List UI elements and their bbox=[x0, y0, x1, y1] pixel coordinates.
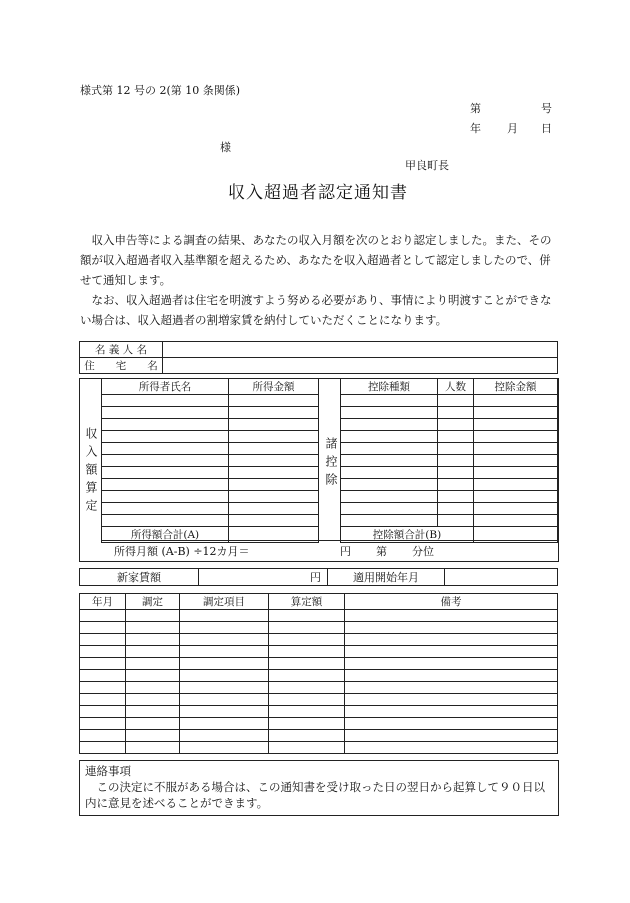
deduction-row bbox=[341, 395, 558, 407]
start-date-label: 適用開始年月 bbox=[328, 569, 445, 586]
deduction-row bbox=[341, 467, 558, 479]
date-year: 年 bbox=[470, 122, 481, 135]
income-row bbox=[102, 407, 319, 419]
new-rent-yen: 円 bbox=[310, 571, 321, 584]
deduction-row bbox=[341, 407, 558, 419]
history-row bbox=[80, 742, 558, 754]
history-row bbox=[80, 682, 558, 694]
history-row bbox=[80, 634, 558, 646]
income-row bbox=[102, 479, 319, 491]
page-title: 収入超過者認定通知書 bbox=[228, 183, 408, 203]
income-row bbox=[102, 455, 319, 467]
start-date-value bbox=[445, 569, 558, 586]
notes-text: この決定に不服がある場合は、この通知書を受け取った日の翌日から起算して９０日以内に意見を述べることができます。 bbox=[85, 780, 545, 810]
date-day: 日 bbox=[541, 122, 552, 135]
date-month: 月 bbox=[507, 122, 518, 135]
income-grid bbox=[101, 378, 319, 543]
history-row bbox=[80, 706, 558, 718]
history-row bbox=[80, 718, 558, 730]
body-text bbox=[80, 230, 558, 330]
deduction-row bbox=[341, 443, 558, 455]
income-rank-suffix: 分位 bbox=[412, 545, 434, 558]
history-table bbox=[79, 593, 558, 754]
income-row bbox=[102, 395, 319, 407]
deduction-amount-header: 控除金額 bbox=[474, 379, 558, 395]
deduction-row bbox=[341, 479, 558, 491]
history-row bbox=[80, 670, 558, 682]
deduction-side-label: 諸控除 bbox=[324, 437, 338, 491]
persons-header: 人数 bbox=[438, 379, 474, 395]
holder-name-value bbox=[163, 342, 558, 358]
deduction-row bbox=[341, 455, 558, 467]
income-total-label: 所得額合計(A) bbox=[102, 527, 229, 543]
deduction-row bbox=[341, 491, 558, 503]
income-row bbox=[102, 503, 319, 515]
history-row bbox=[80, 622, 558, 634]
income-amount-header: 所得金額 bbox=[229, 379, 319, 395]
deduction-grid bbox=[340, 378, 558, 543]
earner-name-header: 所得者氏名 bbox=[102, 379, 229, 395]
col-year-month: 年月 bbox=[80, 594, 126, 610]
col-assessment: 調定 bbox=[126, 594, 180, 610]
income-calc-side-label: 収入額算定 bbox=[84, 427, 98, 517]
new-rent-label: 新家賃額 bbox=[80, 569, 199, 586]
issuer: 甲良町長 bbox=[405, 159, 449, 172]
rent-table bbox=[79, 568, 558, 586]
new-rent-value bbox=[199, 569, 328, 586]
history-row bbox=[80, 694, 558, 706]
col-assessment-item: 調定項目 bbox=[180, 594, 269, 610]
income-row bbox=[102, 443, 319, 455]
deduction-row bbox=[341, 431, 558, 443]
col-calculated-amount: 算定額 bbox=[269, 594, 345, 610]
history-row bbox=[80, 730, 558, 742]
house-name-label: 住 宅 名 bbox=[80, 358, 163, 374]
deduction-row bbox=[341, 515, 558, 527]
deduction-row bbox=[341, 419, 558, 431]
income-row bbox=[102, 467, 319, 479]
history-row bbox=[80, 646, 558, 658]
form-number: 様式第 12 号の 2(第 10 条関係) bbox=[80, 84, 241, 97]
deduction-total-label: 控除額合計(B) bbox=[341, 527, 474, 543]
body-paragraph-2: なお、収入超過者は住宅を明渡すよう努める必要があり、事情により明渡すことができない場合は、収入超過者の割増家賃を納付していただくことになります。 bbox=[80, 293, 552, 327]
income-rank-prefix: 第 bbox=[376, 545, 387, 558]
income-row bbox=[102, 419, 319, 431]
name-table bbox=[79, 341, 558, 374]
monthly-income-yen: 円 bbox=[340, 545, 351, 558]
holder-name-label: 名 義 人 名 bbox=[80, 342, 163, 358]
notes-box bbox=[79, 760, 559, 816]
col-remarks: 備考 bbox=[345, 594, 558, 610]
monthly-income-formula: 所得月額 (A-B) ÷12カ月＝ bbox=[114, 545, 250, 558]
doc-number-label: 第 bbox=[470, 102, 481, 115]
history-row bbox=[80, 658, 558, 670]
doc-number-suffix: 号 bbox=[541, 102, 552, 115]
notes-title: 連絡事項 bbox=[85, 764, 131, 778]
house-name-value bbox=[163, 358, 558, 374]
addressee-suffix: 様 bbox=[220, 141, 231, 154]
income-row bbox=[102, 491, 319, 503]
income-row bbox=[102, 431, 319, 443]
body-paragraph-1: 収入申告等による調査の結果、あなたの収入月額を次のとおり認定しました。また、その額が収入超過者収入基準額を超えるため、あなたを収入超過者として認定しましたので、併せて通知します。 bbox=[80, 233, 552, 287]
income-row bbox=[102, 515, 319, 527]
history-row bbox=[80, 610, 558, 622]
deduction-row bbox=[341, 503, 558, 515]
deduction-type-header: 控除種類 bbox=[341, 379, 438, 395]
